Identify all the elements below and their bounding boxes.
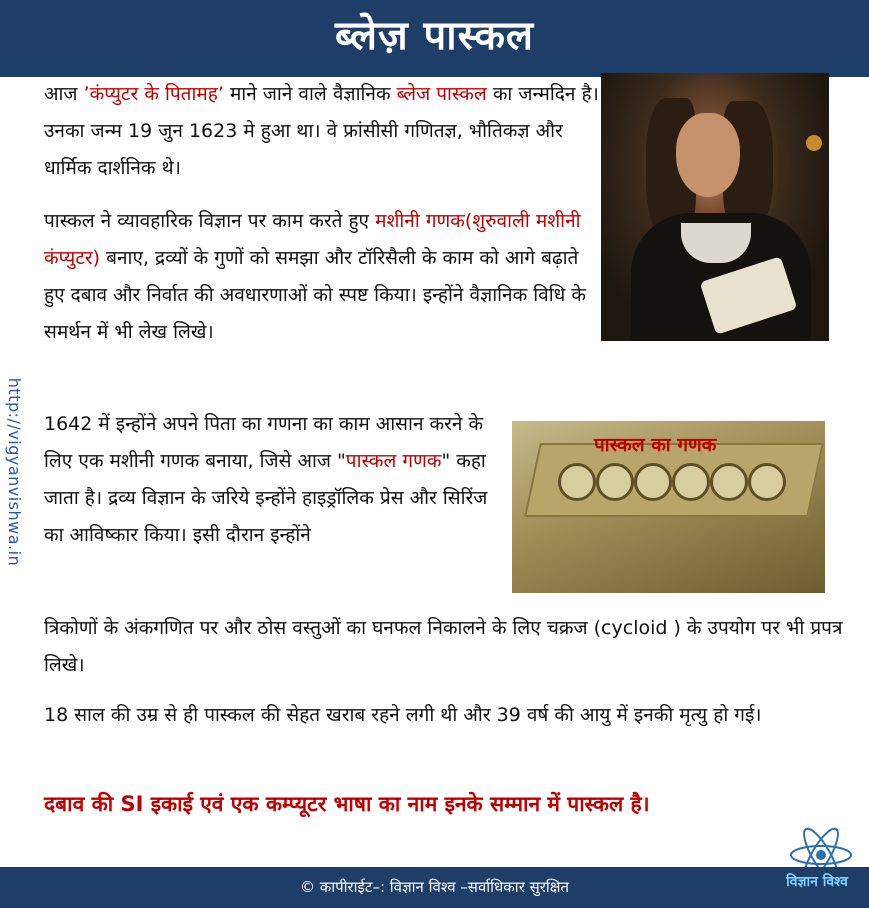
- page-header: [0, 0, 869, 77]
- page-title: ब्लेज़ पास्कल: [334, 13, 535, 59]
- calculator-text-1: 1642 में इन्होंने अपने पिता का गणना का काम आसान करने के लिए एक मशीनी गणक बनाया, जिसे आज ": [44, 413, 484, 472]
- intro-highlight-1: ’कंप्युटर के पितामह’: [83, 83, 224, 105]
- pascal-portrait-image: [601, 73, 829, 341]
- website-url-link[interactable]: http://vigyanvishwa.in: [5, 377, 24, 567]
- cycloid-paragraph: त्रिकोणों के अंकगणित पर और ठोस वस्तुओं का घनफल निकालने के लिए चक्रज (cycloid ) के उपयोग पर भी प्रपत्र लिखे।: [44, 617, 843, 676]
- si-unit-note: दबाव की SI इकाई एवं एक कम्प्यूटर भाषा का नाम इनके सम्मान में पास्कल है।: [44, 792, 650, 816]
- calculator-paragraph: [44, 406, 506, 554]
- copyright-text: © कापीराईट–: विज्ञान विश्व –सर्वाधिकार सुरक्षित: [299, 878, 570, 896]
- logo-label: विज्ञान विश्व: [786, 874, 848, 890]
- intro-highlight-2: ब्लेज पास्कल: [396, 83, 487, 105]
- calculator-caption: पास्कल का गणक: [594, 434, 717, 456]
- work-paragraph: [44, 203, 600, 351]
- intro-paragraph: [44, 76, 600, 187]
- death-paragraph: 18 साल की उम्र से ही पास्कल की सेहत खराब रहने लगी थी और 39 वर्ष की आयु में इनकी मृत्यु हो गई।: [44, 704, 762, 726]
- work-highlight: मशीनी गणक(शुरुवाली मशीनी कंप्युटर): [44, 210, 581, 269]
- calculator-text-2: " कहा जाता है। द्रव्य विज्ञान के जरिये इन्होंने हाइड्रॉलिक प्रेस और सिरिंज का आविष्कार किया। इसी दौरान इन्होंने: [44, 450, 488, 546]
- calculator-highlight: पास्कल गणक: [345, 450, 442, 472]
- work-text-1: पास्कल ने व्यावहारिक विज्ञान पर काम करते हुए: [44, 210, 376, 232]
- intro-text-1: आज: [44, 83, 84, 105]
- pascal-calculator-image: [512, 421, 825, 593]
- work-text-2: बनाए, द्रव्यों के गुणों को समझा और टॉरिसैली के काम को आगे बढ़ाते हुए दबाव और निर्वात की अवधारणाओं को स्पष्ट किया। इन्होंने वैज्ञानिक विधि के समर्थन में भी लेख लिखे।: [44, 247, 586, 343]
- intro-text-3: का जन्मदिन है। उनका जन्म 19 जुन 1623 मे हुआ था। वे फ्रांसीसी गणितज्ञ, भौतिकज्ञ और धार्मिक दार्शनिक थे।: [44, 83, 599, 179]
- intro-text-2: माने जाने वाले वैज्ञानिक: [223, 83, 397, 105]
- page-footer: [0, 867, 869, 908]
